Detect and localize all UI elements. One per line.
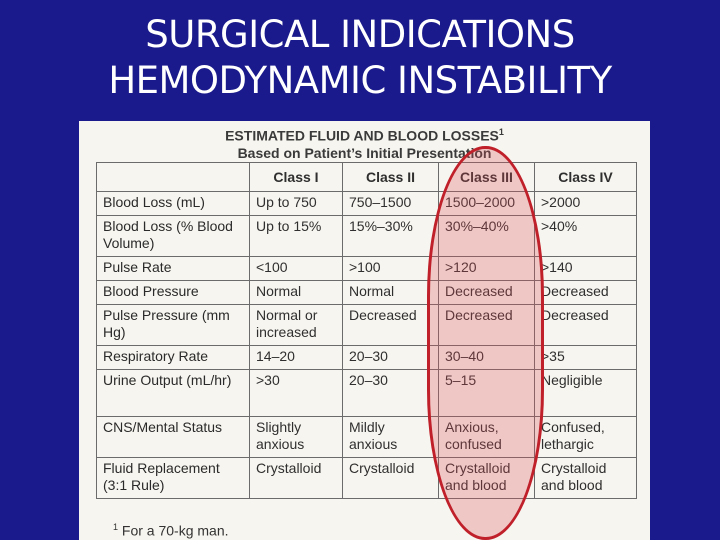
table-row <box>97 346 637 370</box>
slide-title-line-2: HEMODYNAMIC INSTABILITY <box>108 59 612 102</box>
table-cell: Decreased <box>343 305 439 346</box>
scanned-table-image <box>79 121 650 540</box>
table-cell: 30–40 <box>439 346 535 370</box>
row-label: Blood Pressure <box>97 281 250 305</box>
table-cell: Normal or increased <box>250 305 343 346</box>
table-title <box>79 124 650 162</box>
table-title-line-2: Based on Patient’s Initial Presentation <box>237 144 492 161</box>
table-cell: >2000 <box>535 192 637 216</box>
table-cell: Normal <box>343 281 439 305</box>
table-row <box>97 370 637 417</box>
table-cell: >40% <box>535 216 637 257</box>
table-cell: Slightly anxious <box>250 417 343 458</box>
footnote-text: For a 70-kg man. <box>118 522 229 539</box>
table-cell: Anxious, confused <box>439 417 535 458</box>
header-class-4: Class IV <box>535 163 637 192</box>
table-cell: Mildly anxious <box>343 417 439 458</box>
table-footnote <box>113 522 229 539</box>
table-cell: Confused, lethargic <box>535 417 637 458</box>
table-cell: Decreased <box>439 305 535 346</box>
table-title-footnote-mark: 1 <box>498 127 504 137</box>
table-cell: 750–1500 <box>343 192 439 216</box>
table-row <box>97 192 637 216</box>
table-cell: Negligible <box>535 370 637 417</box>
table-cell: 15%–30% <box>343 216 439 257</box>
table-cell: >140 <box>535 257 637 281</box>
table-cell: >30 <box>250 370 343 417</box>
header-class-2: Class II <box>343 163 439 192</box>
table-cell: Crystalloid and blood <box>535 458 637 499</box>
table-cell: 1500–2000 <box>439 192 535 216</box>
row-label: Urine Output (mL/hr) <box>97 370 250 417</box>
table-cell: 14–20 <box>250 346 343 370</box>
table-row <box>97 216 637 257</box>
row-label: Pulse Pressure (mm Hg) <box>97 305 250 346</box>
table-cell: Up to 750 <box>250 192 343 216</box>
row-label: Fluid Replacement (3:1 Rule) <box>97 458 250 499</box>
table-cell: Crystalloid <box>250 458 343 499</box>
slide-title-line-1: SURGICAL INDICATIONS <box>145 13 575 56</box>
table-cell: Decreased <box>535 281 637 305</box>
table-cell: >120 <box>439 257 535 281</box>
table-cell: Decreased <box>439 281 535 305</box>
table-cell: 20–30 <box>343 370 439 417</box>
table-row <box>97 257 637 281</box>
slide-title <box>0 12 720 104</box>
table-cell: Normal <box>250 281 343 305</box>
row-label: Pulse Rate <box>97 257 250 281</box>
table-header-row <box>97 163 637 192</box>
table-row <box>97 281 637 305</box>
table-cell: 20–30 <box>343 346 439 370</box>
table-cell: Up to 15% <box>250 216 343 257</box>
table-cell: <100 <box>250 257 343 281</box>
row-label: Respiratory Rate <box>97 346 250 370</box>
table-cell: Decreased <box>535 305 637 346</box>
row-label: Blood Loss (mL) <box>97 192 250 216</box>
header-class-1: Class I <box>250 163 343 192</box>
table-row <box>97 458 637 499</box>
table-title-line-1: ESTIMATED FLUID AND BLOOD LOSSES <box>225 127 499 144</box>
table-cell: >35 <box>535 346 637 370</box>
row-label: Blood Loss (% Blood Volume) <box>97 216 250 257</box>
table-cell: 30%–40% <box>439 216 535 257</box>
footnote-mark: 1 <box>113 522 119 532</box>
table-cell: >100 <box>343 257 439 281</box>
header-cell-empty <box>97 163 250 192</box>
table-cell: Crystalloid <box>343 458 439 499</box>
table-row <box>97 305 637 346</box>
fluid-loss-table <box>96 162 637 499</box>
table-cell: 5–15 <box>439 370 535 417</box>
header-class-3: Class III <box>439 163 535 192</box>
row-label: CNS/Mental Status <box>97 417 250 458</box>
table-row <box>97 417 637 458</box>
table-cell: Crystalloid and blood <box>439 458 535 499</box>
